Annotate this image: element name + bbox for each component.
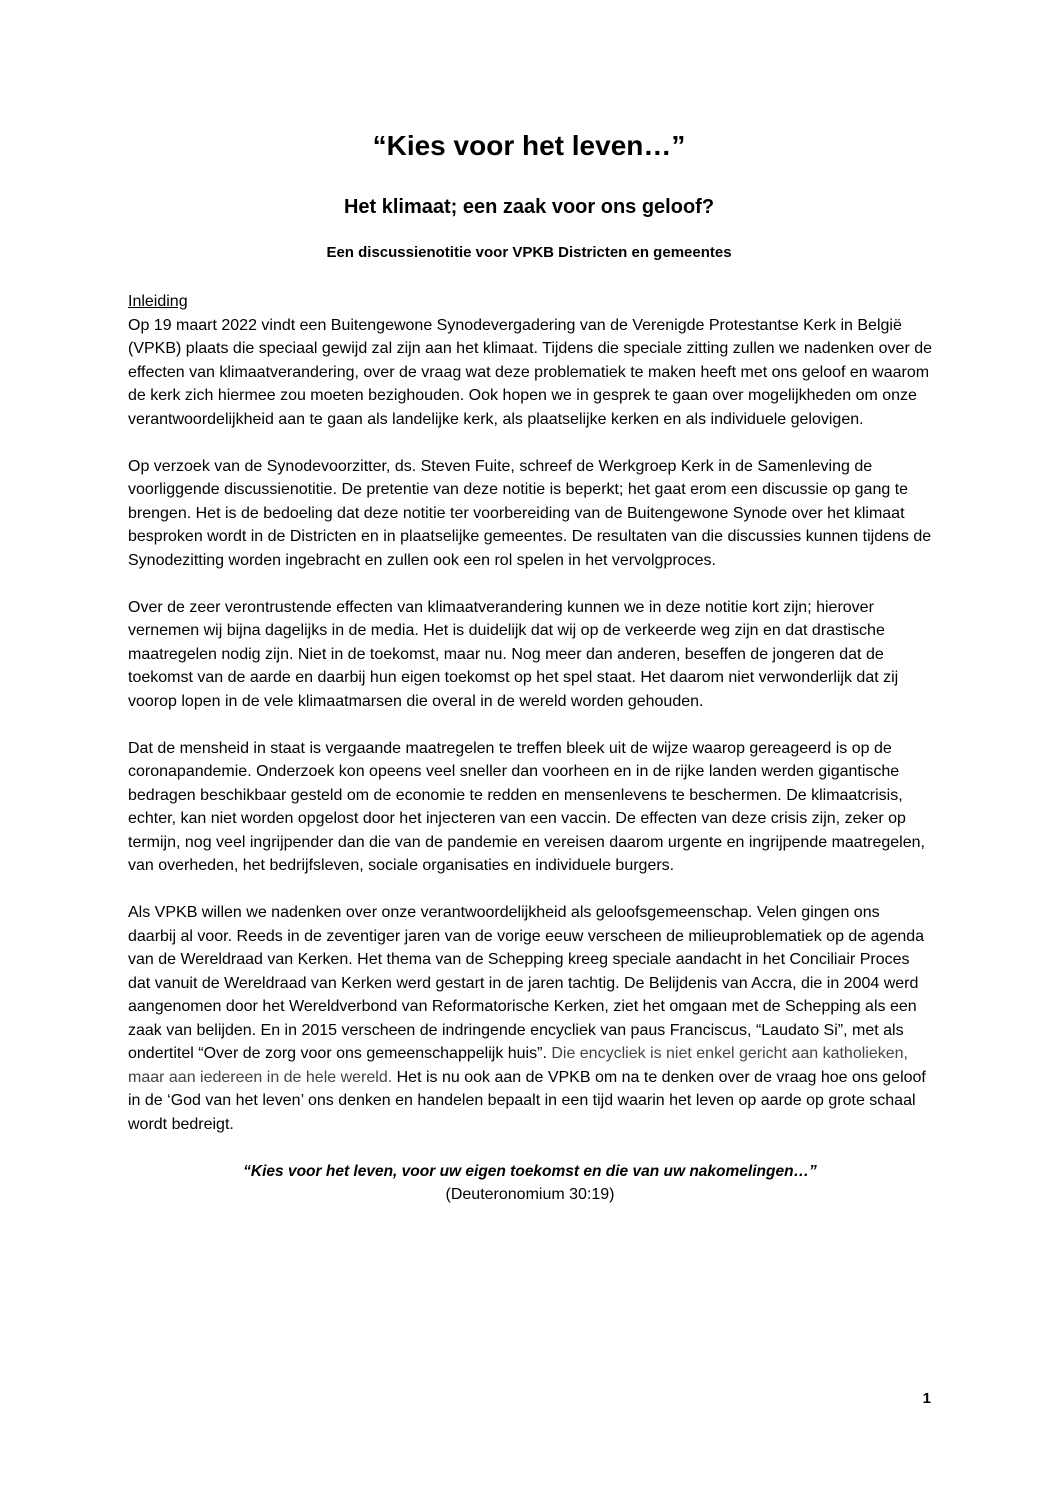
paragraph-5-part-1: Als VPKB willen we nadenken over onze verantwoordelijkheid als geloofsgemeenschap. Velen gingen ons daarbij al voor. Reeds in de zeventiger jaren van de vorige eeuw verscheen de milieuproblematiek op de agenda van de Wereldraad van Kerken. Het thema van de Schepping kreeg speciale aandacht in het Conciliair Proces dat vanuit de Wereldraad van Kerken werd gestart in de jaren tachtig. De Belijdenis van Accra, die in 2004 werd aangenomen door het Wereldverbond van Reformatorische Kerken, ziet het omgaan met de Schepping als een zaak van belijden. En in 2015 verscheen de indringende encycliek van paus Franciscus, “Laudato Si”, met als ondertitel “Over de zorg voor ons gemeenschappelijk huis”. (128, 904, 925, 1062)
document-body (128, 290, 932, 1207)
paragraph-5 (128, 901, 932, 1136)
document-title: “Kies voor het leven…” (372, 130, 686, 161)
paragraph-1: Op 19 maart 2022 vindt een Buitengewone Synodevergadering van de Verenigde Protestantse Kerk in België (VPKB) plaats die speciaal gewijd zal zijn aan het klimaat. Tijdens die speciale zitting zullen we nadenken over de effecten van klimaatverandering, over de vraag wat deze problematiek te maken heeft met ons geloof en waarom de kerk zich hiermee zou moeten bezighouden. Ook hopen we in gesprek te gaan over mogelijkheden om onze verantwoordelijkheid aan te gaan als landelijke kerk, als plaatselijke kerken en als individuele gelovigen. (128, 316, 933, 428)
paragraph-5-part-3: Het is nu ook aan de VPKB om na te denken over de vraag hoe ons geloof in de ‘God van het leven’ ons denken en handelen bepaalt in een tijd waarin het leven op aarde op grote schaal wordt bedreigt. (128, 1068, 926, 1133)
document-subtitle: Het klimaat; een zaak voor ons geloof? (343, 196, 715, 218)
bible-quote: “Kies voor het leven, voor uw eigen toekomst en die van uw nakomelingen…” (243, 1162, 817, 1180)
document-subsubtitle: Een discussienotitie voor VPKB Districten en gemeentes (326, 244, 732, 261)
paragraph-4: Dat de mensheid in staat is vergaande maatregelen te treffen bleek uit de wijze waarop gereageerd is op de coronapandemie. Onderzoek kon opeens veel sneller dan voorheen en in de rijke landen werden gigantische bedragen beschikbaar gesteld om de economie te redden en mensenlevens te beschermen. De klimaatcrisis, echter, kan niet worden opgelost door het injecteren van een vaccin. De effecten van deze crisis zijn, zeker op termijn, nog veel ingrijpender dan die van de pandemie en vereisen daarom urgente en ingrijpende maatregelen, van overheden, het bedrijfsleven, sociale organisaties en individuele burgers. (128, 739, 925, 874)
section-heading: Inleiding (128, 293, 188, 310)
paragraph-5-part-2: Die encycliek is niet enkel gericht aan katholieken, maar aan iedereen in de hele wereld. (128, 1045, 908, 1086)
paragraph-3: Over de zeer verontrustende effecten van klimaatverandering kunnen we in deze notitie kort zijn; hierover vernemen wij bijna dagelijks in de media. Het is duidelijk dat wij op de verkeerde weg zijn en dat drastische maatregelen nodig zijn. Niet in de toekomst, maar nu. Nog meer dan anderen, beseffen de jongeren dat de toekomst van de aarde en daarbij hun eigen toekomst op het spel staat. Het daarom niet verwonderlijk dat zij voorop lopen in de vele klimaatmarsen die overal in de wereld worden gehouden. (128, 598, 899, 710)
page-number: 1 (922, 1390, 931, 1407)
bible-quote-reference: (Deuteronomium 30:19) (445, 1186, 615, 1203)
paragraph-2: Op verzoek van de Synodevoorzitter, ds. Steven Fuite, schreef de Werkgroep Kerk in de Samenleving de voorliggende discussienotitie. De pretentie van deze notitie is beperkt; het gaat erom een discussie op gang te brengen. Het is de bedoeling dat deze notitie ter voorbereiding van de Buitengewone Synode over het klimaat besproken wordt in de Districten en in plaatselijke gemeentes. De resultaten van die discussies kunnen tijdens de Synodezitting worden ingebracht en zullen ook een rol spelen in het vervolgproces. (128, 457, 932, 569)
